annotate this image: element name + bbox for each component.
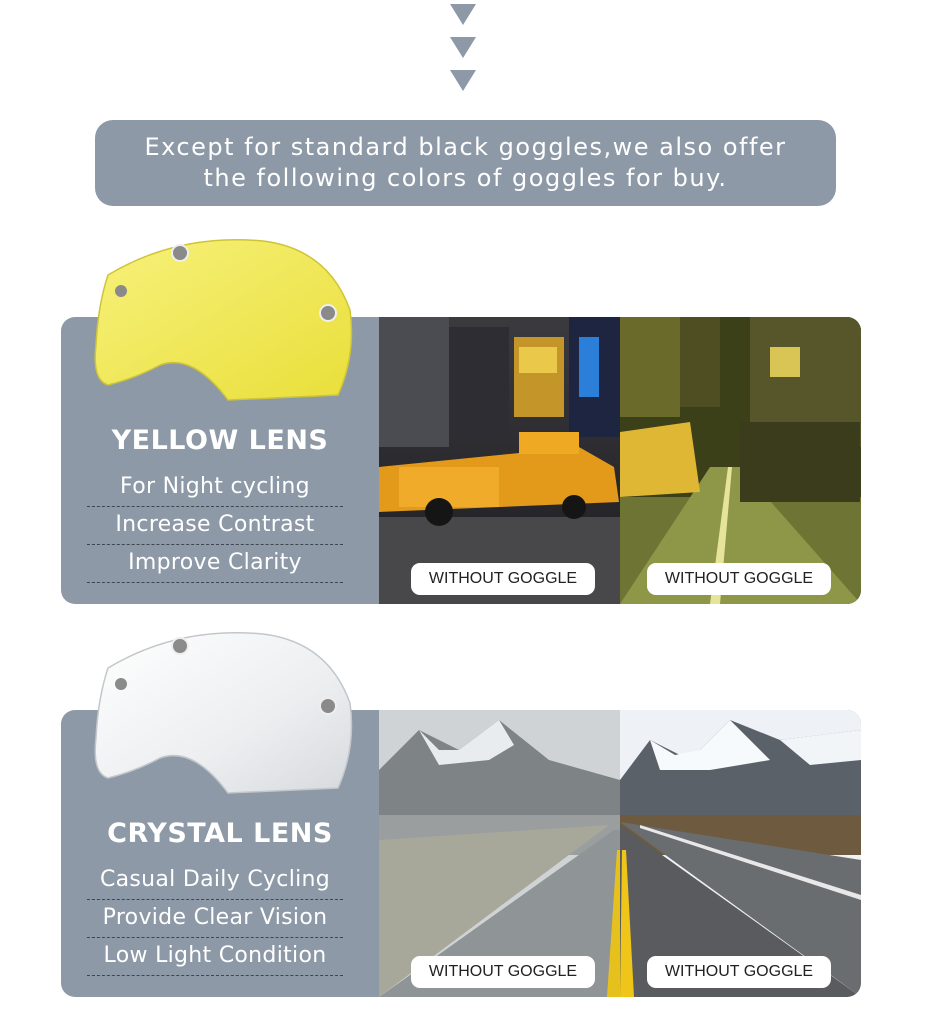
lens-title: YELLOW LENS: [111, 425, 329, 456]
without-goggle-label: WITHOUT GOGGLE: [647, 563, 831, 595]
lens-feature: Increase Contrast: [87, 506, 343, 545]
city-photo-with-goggle: [620, 317, 861, 604]
down-arrows: [450, 4, 478, 103]
lens-feature: Low Light Condition: [87, 937, 343, 976]
chevron-down-icon: [450, 4, 476, 25]
city-photo-without-goggle: [379, 317, 620, 604]
road-photo-without-goggle: [379, 710, 620, 997]
crystal-lens-goggle-image: [88, 628, 358, 798]
lens-feature: For Night cycling: [87, 468, 343, 507]
yellow-lens-goggle-image: [88, 235, 358, 405]
lens-title: CRYSTAL LENS: [107, 818, 333, 849]
chevron-down-icon: [450, 70, 476, 91]
without-goggle-label: WITHOUT GOGGLE: [647, 956, 831, 988]
road-comparison-photo: [379, 710, 861, 997]
road-photo-with-goggle: [620, 710, 861, 997]
lens-feature: Provide Clear Vision: [87, 899, 343, 938]
banner-line-2: the following colors of goggles for buy.: [203, 164, 728, 192]
without-goggle-label: WITHOUT GOGGLE: [411, 956, 595, 988]
without-goggle-label: WITHOUT GOGGLE: [411, 563, 595, 595]
lens-feature: Casual Daily Cycling: [87, 861, 343, 900]
chevron-down-icon: [450, 37, 476, 58]
lens-feature: Improve Clarity: [87, 544, 343, 583]
banner-line-1: Except for standard black goggles,we also offer: [144, 133, 787, 161]
intro-banner: [95, 120, 836, 206]
city-comparison-photo: [379, 317, 861, 604]
